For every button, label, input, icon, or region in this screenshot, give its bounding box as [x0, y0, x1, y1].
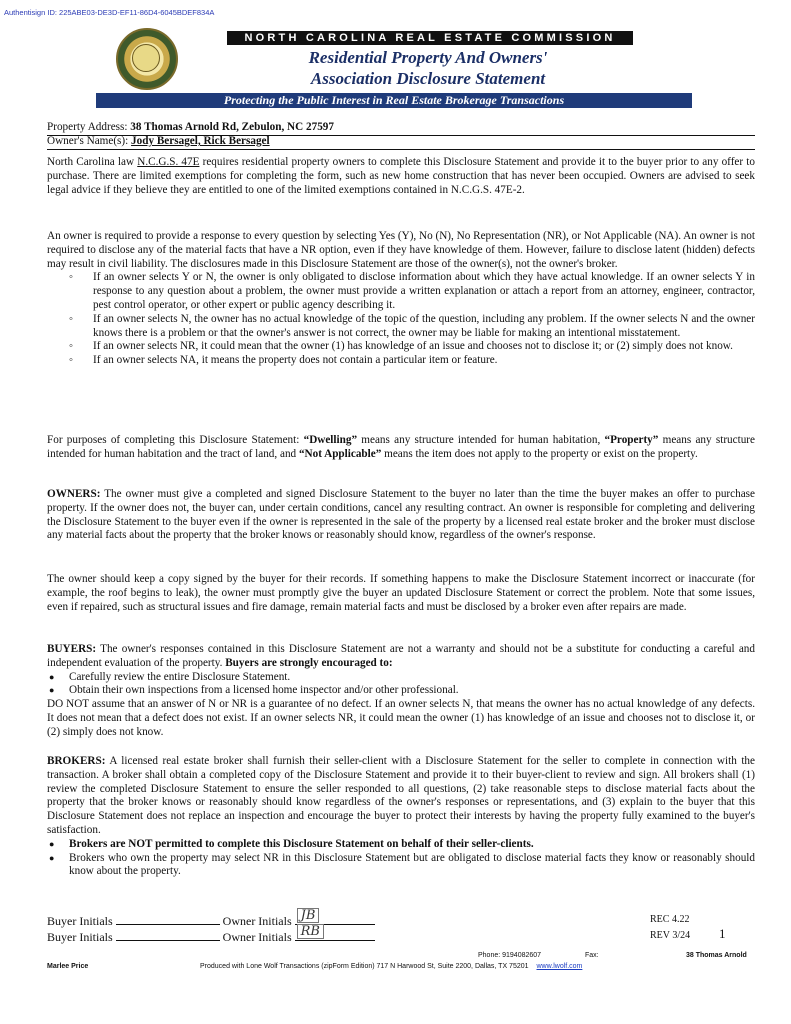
property-address-row	[47, 121, 755, 136]
list-item: ◦ If an owner selects Y or N, the owner is only obligated to disclose information about which they have actual knowledge. If an owner selects Y in response to any question about a problem, the owner must provide a written explanation or attach a report from an attorney, engineer, contractor, pest control operator, or other expert or public agency describing it.	[93, 271, 755, 312]
owner-initials-label: Owner Initials	[222, 914, 292, 928]
definitions-paragraph	[47, 434, 755, 462]
owners-text-2: The owner should keep a copy signed by the buyer for their records. If something happens to make the Disclosure Statement incorrect or inaccurate (for example, the roof begins to leak), the owner must promptly give the buyer an updated Disclosure Statement or correct the problem. Note that some issues, even if repaired, such as structural issues and fire damage, remain material facts and must be disclosed by a broker even after repairs are made.	[47, 573, 755, 613]
def-text: For purposes of completing this Disclosure Statement:	[47, 434, 304, 446]
def-text: means any structure intended for human habitation,	[357, 434, 605, 446]
owner-initials-field-2[interactable]	[295, 924, 375, 941]
def-property: “Property”	[604, 434, 659, 446]
tagline-bar: Protecting the Public Interest in Real Estate Brokerage Transactions	[96, 93, 692, 108]
property-address-value[interactable]: 38 Thomas Arnold Rd, Zebulon, NC 27597	[130, 121, 334, 133]
footer-agent: Marlee Price	[47, 963, 89, 970]
form-title-line2: Association Disclosure Statement	[310, 69, 546, 88]
footer-fax: Fax:	[585, 952, 599, 959]
owners-heading: OWNERS:	[47, 488, 101, 500]
intro-text-cont: requires residential property owners to complete this Disclosure Statement and provide it to the buyer prior to any offer to purchase. There are limited exemptions for completing the form, such as new home construction that has never been occupied. Owners are advised to seek legal advice if they believe they are entitled to one of the limited exemptions contained in N.C.G.S. 47E-2.	[47, 156, 755, 196]
list-item: ◦ If an owner selects NR, it could mean that the owner (1) has knowledge of an issue and chooses not to disclose it; or (2) simply does not know.	[93, 340, 755, 354]
buyers-list	[47, 671, 755, 699]
footer-url-link[interactable]: www.lwolf.com	[536, 963, 583, 970]
footer-doc-name: 38 Thomas Arnold	[686, 952, 747, 959]
page-number: 1	[719, 926, 726, 941]
owners-text: The owner must give a completed and signed Disclosure Statement to the buyer no later than the time the buyer makes an offer to purchase property. If the owner does not, the buyer can, under certain conditions, cancel any resulting contract. An owner is responsible for completing and delivering the Disclosure Statement to the buyer even if the owner is represented in the sale of the property by a licensed real estate broker and the broker must disclose any material facts about the property that the broker knows or reasonably should know, regardless of the owner's response.	[47, 488, 755, 542]
intro-paragraph-1	[47, 156, 755, 197]
ncgs-link[interactable]: N.C.G.S. 47E	[137, 156, 200, 168]
footer-phone: Phone: 9194082607	[478, 952, 542, 959]
rec-code: REC 4.22	[650, 914, 690, 925]
authsign-id: Authentisign ID: 225ABE03-DE3D-EF11-86D4-6045BDEF834A	[4, 8, 215, 17]
buyer-initials-field-2[interactable]	[116, 929, 220, 941]
response-options-list	[47, 271, 755, 368]
list-item: ◦ If an owner selects N, the owner has no actual knowledge of the topic of the question, including any problem. If the owner selects N and the owner knows there is a problem or that the owner's answer is not correct, the owner may be liable for making an intentional misstatement.	[93, 313, 755, 341]
buyers-text: The owner's responses contained in this Disclosure Statement are not a warranty and should not be a substitute for conducting a careful and independent evaluation of the property.	[47, 643, 755, 669]
buyers-section	[47, 643, 755, 740]
intro-text: North Carolina law	[47, 156, 138, 168]
buyers-text-2: DO NOT assume that an answer of N or NR is a guarantee of no defect. If an owner selects N, that means the owner has no actual knowledge of any defects. It does not mean that a defect does not exist. If an owner selects NR, it could mean the owner (1) has knowledge of an issue and chooses not to disclose it, or (2) simply does not know.	[47, 698, 755, 738]
def-text: means any structure intended for human habitation and the tract of land, and	[47, 434, 755, 460]
list-item: ◦ If an owner selects NA, it means the property does not contain a particular item or feature.	[93, 354, 755, 368]
intro-text-2: An owner is required to provide a response to every question by selecting Yes (Y), No (N), No Representation (NR), or Not Applicable (NA). An owner is not required to disclose any of the material facts that have a NR option, even if they have knowledge of them. However, failure to disclose latent (hidden) defects may result in civil liability. The disclosures made in this Disclosure Statement are those of the owner(s), not the owner's broker.	[47, 230, 755, 270]
buyers-encouraged: Buyers are strongly encouraged to:	[225, 656, 393, 669]
brokers-heading: BROKERS:	[47, 755, 106, 767]
rev-code: REV 3/24	[650, 930, 691, 941]
list-item	[69, 838, 755, 852]
list-item: ● Carefully review the entire Disclosure Statement.	[69, 671, 755, 685]
buyer-initials-field-1[interactable]	[116, 913, 220, 925]
form-title-line1: Residential Property And Owners'	[308, 48, 548, 67]
owners-section-p2	[47, 573, 755, 614]
nc-state-seal-logo	[116, 28, 178, 90]
owners-name-row	[47, 135, 755, 150]
owner-initials-signature-2: RB	[297, 924, 324, 939]
commission-banner: NORTH CAROLINA REAL ESTATE COMMISSION	[227, 31, 633, 45]
buyer-initials-label: Buyer Initials	[47, 914, 113, 928]
buyers-heading: BUYERS:	[47, 643, 97, 655]
def-dwelling: “Dwelling”	[303, 434, 358, 446]
brokers-bullet-1: Brokers are NOT permitted to complete this Disclosure Statement on behalf of their seller-clients.	[69, 837, 534, 850]
owners-name-label: Owner's Name(s):	[47, 135, 129, 147]
brokers-section	[47, 755, 755, 879]
owners-name-value[interactable]: Jody Bersagel, Rick Bersagel	[131, 135, 270, 147]
def-text: means the item does not apply to the property or exist on the property.	[381, 447, 698, 460]
owners-section	[47, 488, 755, 543]
owner-initials-label: Owner Initials	[222, 930, 292, 944]
owner-initials-signature-1: JB	[297, 908, 320, 923]
list-item: ● Brokers who own the property may select NR in this Disclosure Statement but are obligated to disclose material facts they know or reasonably should know about the property.	[69, 852, 755, 880]
brokers-text: A licensed real estate broker shall furnish their seller-client with a Disclosure Statement for the seller to complete in connection with the transaction. A broker shall obtain a completed copy of the Disclosure Statement and provide it to their buyer-client to review and sign. All brokers shall (1) review the completed Disclosure Statement to ensure the seller responded to all questions, (2) take reasonable steps to disclose material facts about the property that the broker knows or reasonably should know regardless of the owner's responses or representations, and (3) explain to the buyer that this Disclosure Statement does not replace an inspection and encourage the buyer to protect their interests by having the property fully examined to the buyer's satisfaction.	[47, 755, 755, 836]
buyer-initials-label: Buyer Initials	[47, 930, 113, 944]
list-item: ● Obtain their own inspections from a licensed home inspector and/or other professional.	[69, 684, 755, 698]
def-not-applicable: “Not Applicable”	[298, 447, 382, 460]
footer-produced-text: Produced with Lone Wolf Transactions (zipForm Edition) 717 N Harwood St, Suite 2200, Dallas, TX 75201	[200, 963, 529, 970]
initials-row-2	[47, 924, 375, 945]
intro-paragraph-2	[47, 230, 755, 368]
initials-row-1	[47, 908, 375, 929]
footer-produced	[200, 963, 582, 970]
brokers-list	[47, 838, 755, 879]
property-address-label: Property Address:	[47, 121, 128, 133]
